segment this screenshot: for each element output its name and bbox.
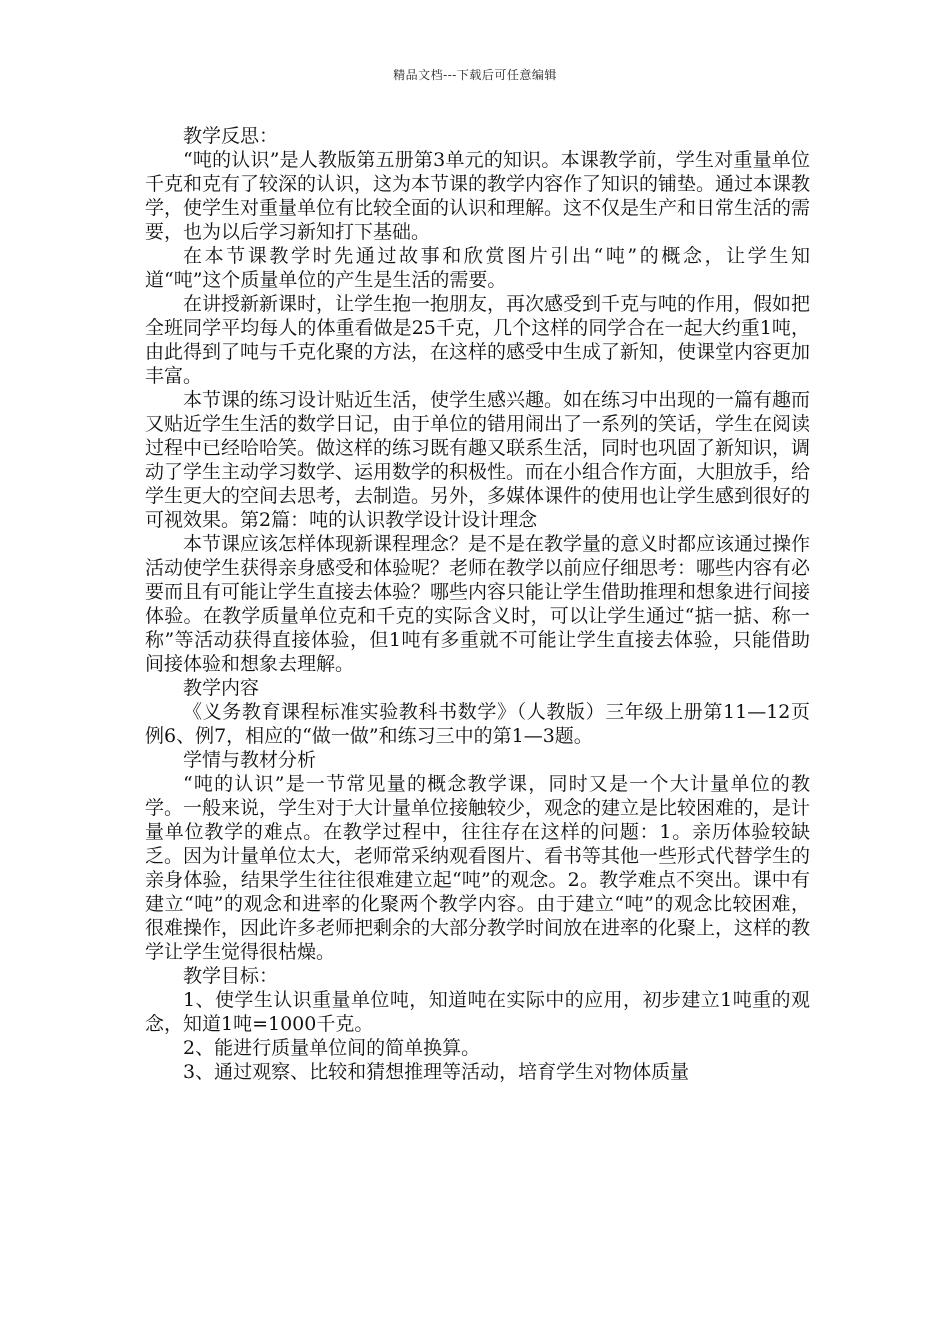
section-heading-goals: 教学目标： bbox=[183, 965, 279, 987]
goal-item: 1、使学生认识重量单位吨，知道吨在实际中的应用，初步建立1吨重的观念，知道1吨=1000千克。 bbox=[145, 989, 810, 1035]
goal-item: 3、通过观察、比较和猜想推理等活动，培育学生对物体质量 bbox=[183, 1061, 690, 1083]
section-heading-content: 教学内容 bbox=[183, 677, 260, 699]
paragraph: 在本节课教学时先通过故事和欣赏图片引出“吨”的概念，让学生知道“吨”这个质量单位的产生是生活的需要。 bbox=[145, 245, 810, 291]
page-header: 精品文档---下载后可任意编辑 bbox=[393, 68, 557, 82]
document-body bbox=[145, 124, 810, 1084]
paragraph: 《义务教育课程标准实验教科书数学》（人教版）三年级上册第11—12页例6、例7，相应的“做一做”和练习三中的第1—3题。 bbox=[145, 701, 810, 747]
paragraph: 本节课应该怎样体现新课程理念？是不是在教学量的意义时都应该通过操作活动使学生获得亲身感受和体验呢？老师在教学以前应仔细思考：哪些内容有必要而且有可能让学生直接去体验？哪些内容只能让学生借助推理和想象进行间接体验。在教学质量单位克和千克的实际含义时，可以让学生通过“掂一掂、称一称”等活动获得直接体验，但1吨有多重就不可能让学生直接去体验，只能借助间接体验和想象去理解。 bbox=[145, 533, 811, 675]
paragraph: “吨的认识”是一节常见量的概念教学课，同时又是一个大计量单位的教学。一般来说，学生对于大计量单位接触较少，观念的建立是比较困难的，是计量单位教学的难点。在教学过程中，往往存在这样的问题：1。亲历体验较缺乏。因为计量单位太大，老师常采纳观看图片、看书等其他一些形式代替学生的亲身体验，结果学生往往很难建立起“吨”的观念。2。教学难点不突出。课中有建立“吨”的观念和进率的化聚两个教学内容。由于建立“吨”的观念比较困难，很难操作，因此许多老师把剩余的大部分教学时间放在进率的化聚上，这样的教学让学生觉得很枯燥。 bbox=[145, 773, 811, 963]
paragraph: 在讲授新新课时，让学生抱一抱朋友，再次感受到千克与吨的作用，假如把全班同学平均每人的体重看做是25千克，几个这样的同学合在一起大约重1吨，由此得到了吨与千克化聚的方法，在这样的感受中生成了新知，使课堂内容更加丰富。 bbox=[145, 293, 811, 387]
paragraph: “吨的认识”是人教版第五册第3单元的知识。本课教学前，学生对重量单位千克和克有了较深的认识，这为本节课的教学内容作了知识的铺垫。通过本课教学，使学生对重量单位有比较全面的认识和理解。这不仅是生产和日常生活的需要，也为以后学习新知打下基础。 bbox=[145, 149, 811, 243]
paragraph: 本节课的练习设计贴近生活，使学生感兴趣。如在练习中出现的一篇有趣而又贴近学生生活的数学日记，由于单位的错用闹出了一系列的笑话，学生在阅读过程中已经哈哈笑。做这样的练习既有趣又联系生活，同时也巩固了新知识，调动了学生主动学习数学、运用数学的积极性。而在小组合作方面，大胆放手，给学生更大的空间去思考，去制造。另外，多媒体课件的使用也让学生感到很好的可视效果。第2篇：吨的认识教学设计设计理念 bbox=[145, 389, 811, 531]
section-heading-analysis: 学情与教材分析 bbox=[183, 749, 317, 771]
goal-item: 2、能进行质量单位间的简单换算。 bbox=[183, 1037, 481, 1059]
paragraph-reflection-heading: 教学反思： bbox=[183, 125, 279, 147]
